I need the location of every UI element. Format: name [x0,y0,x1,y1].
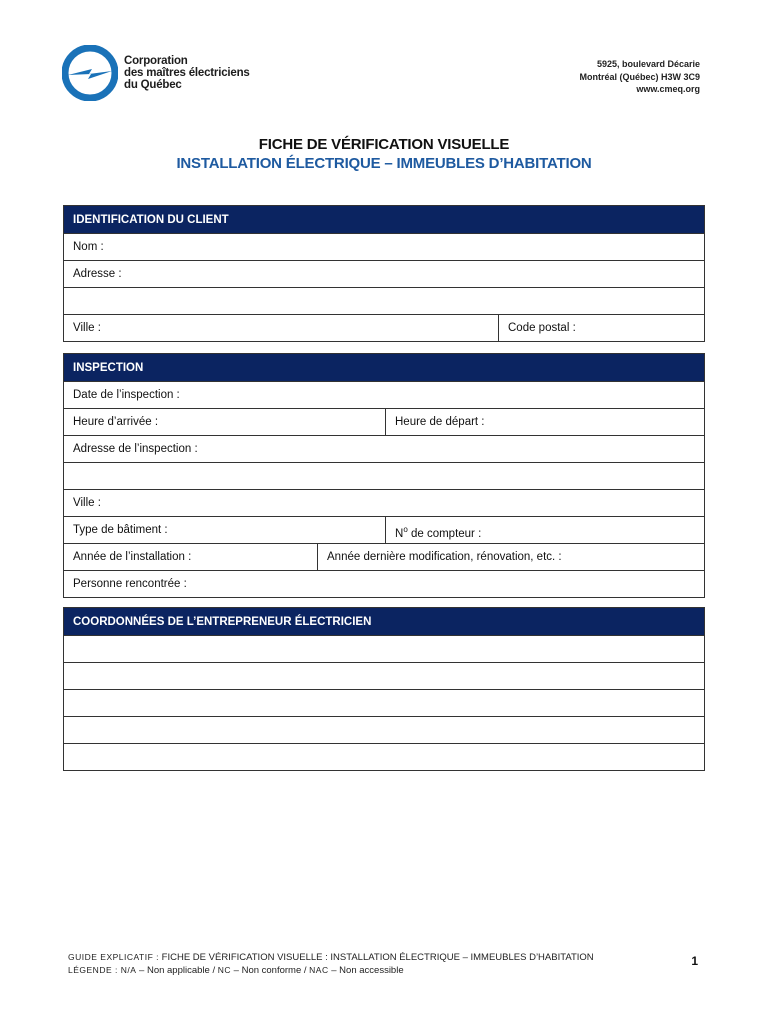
footer-guide-text: FICHE DE VÉRIFICATION VISUELLE : INSTALLATION ÉLECTRIQUE – IMMEUBLES D’HABITATION [159,952,594,963]
legend-nac: NAC [309,965,329,975]
page-title: FICHE DE VÉRIFICATION VISUELLE [258,136,510,153]
legend-na: N/A [117,965,137,975]
client-name-field[interactable]: Nom : [73,241,104,253]
form-row [64,690,704,717]
address-block [579,58,700,96]
cmeq-logo-icon [62,45,118,101]
address-line: 5925, boulevard Décarie [596,59,700,69]
footer-legend-label: LÉGENDE : [68,965,118,975]
meter-number-sup: o [403,525,408,534]
legend-nc: NC [217,965,232,975]
form-row [64,544,704,571]
installation-year-field[interactable]: Année de l’installation : [73,551,192,563]
address-line: Montréal (Québec) H3W 3C9 [579,71,700,82]
footer-legend [68,964,594,977]
inspection-section [63,353,705,598]
website-link[interactable]: www.cmeq.org [636,84,700,94]
form-row [64,744,704,770]
inspection-section-heading: INSPECTION [64,354,704,382]
client-section [63,205,705,342]
client-address-line2-field[interactable] [64,288,704,314]
meter-number-field[interactable] [385,517,704,543]
contractor-line-field[interactable] [64,636,704,662]
form-row [64,663,704,690]
page-number: 1 [691,954,698,968]
client-address-field[interactable]: Adresse : [73,268,122,280]
last-modification-year-field[interactable]: Année dernière modification, rénovation, etc. : [317,544,704,570]
form-row [64,636,704,663]
footer [68,951,594,977]
form-row [64,490,704,517]
building-type-field[interactable]: Type de bâtiment : [73,524,168,536]
footer-guide [68,951,594,964]
legend-na-text: – Non applicable / [136,965,218,976]
logo-line: Corporation [124,55,188,67]
meter-number-label: de compteur : [407,527,482,540]
logo-line: du Québec [124,79,182,91]
inspection-date-field[interactable]: Date de l’inspection : [73,389,180,401]
form-row [64,234,704,261]
legend-nac-text: – Non accessible [328,965,404,976]
client-postal-code-field[interactable]: Code postal : [498,315,704,341]
contractor-section [63,607,705,771]
client-city-field[interactable]: Ville : [73,322,101,334]
arrival-time-field[interactable]: Heure d’arrivée : [73,416,159,428]
form-row [64,571,704,597]
inspection-city-field[interactable]: Ville : [73,497,101,509]
form-row [64,463,704,490]
legend-nc-text: – Non conforme / [231,965,310,976]
contractor-section-heading: COORDONNÉES DE L’ENTREPRENEUR ÉLECTRICIEN [64,608,704,636]
form-row [64,315,704,341]
form-row [64,717,704,744]
page-subtitle: INSTALLATION ÉLECTRIQUE – IMMEUBLES D’HABITATION [176,155,592,172]
inspection-address-field[interactable]: Adresse de l’inspection : [73,443,198,455]
form-row [64,409,704,436]
contractor-line-field[interactable] [64,744,704,770]
departure-time-field[interactable]: Heure de départ : [385,409,704,435]
contractor-line-field[interactable] [64,690,704,716]
form-row [64,288,704,315]
logo [62,45,250,101]
form-row [64,436,704,463]
meter-number-prefix: N [395,527,404,540]
logo-line: des maîtres électriciens [124,67,250,79]
form-row [64,261,704,288]
form-row [64,517,704,544]
client-section-heading: IDENTIFICATION DU CLIENT [64,206,704,234]
logo-text [124,55,250,91]
person-met-field[interactable]: Personne rencontrée : [73,578,187,590]
inspection-address-line2-field[interactable] [64,463,704,489]
form-row [64,382,704,409]
contractor-line-field[interactable] [64,717,704,743]
contractor-line-field[interactable] [64,663,704,689]
footer-guide-label: GUIDE EXPLICATIF : [68,952,160,962]
